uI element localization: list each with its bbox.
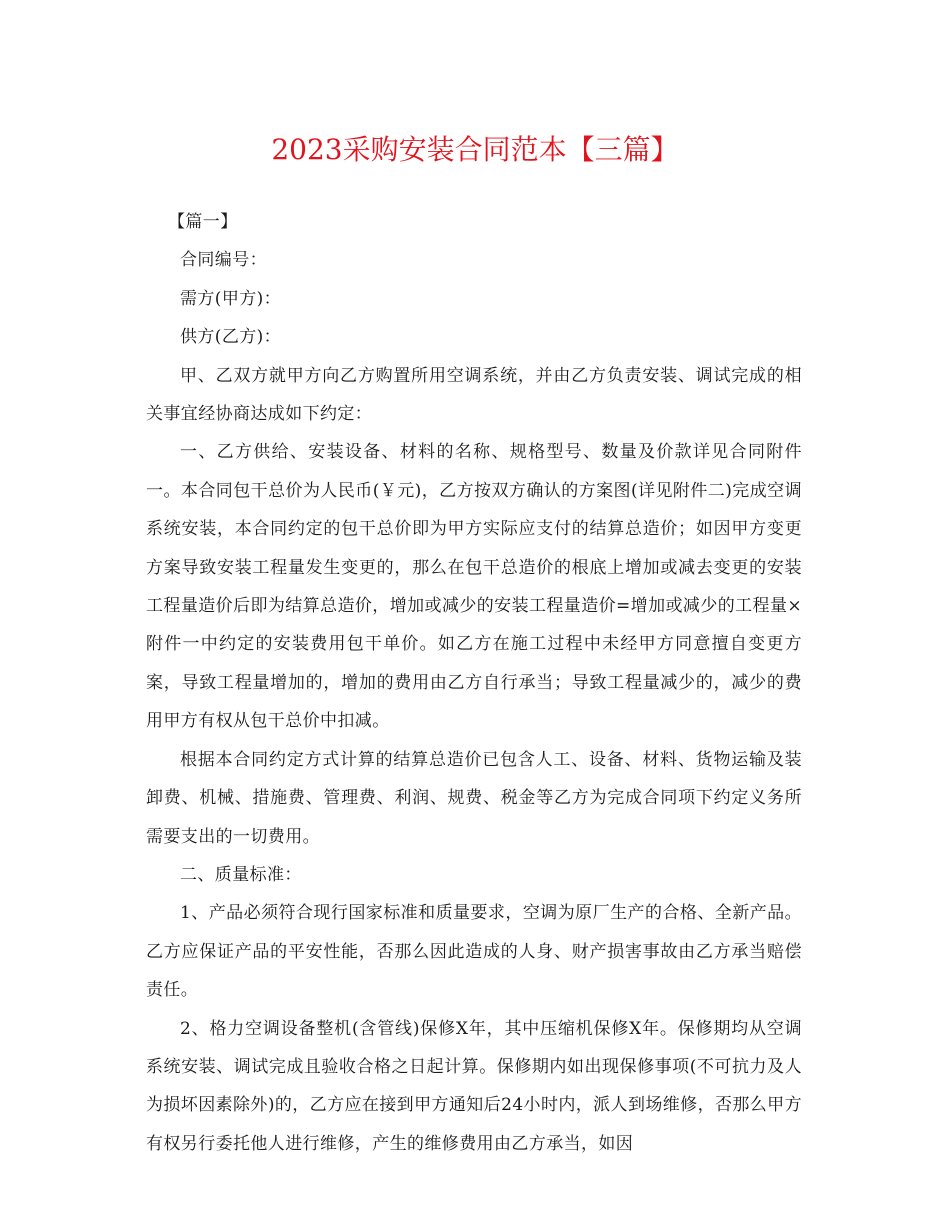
- contract-number-field: 合同编号：: [180, 250, 267, 271]
- document-body: [146, 203, 802, 1163]
- paragraph-quality-1: 1、产品必须符合现行国家标准和质量要求，空调为原厂生产的合格、全新产品。乙方应保证产品的平安性能，否那么因此造成的人身、财产损害事故由乙方承当赔偿责任。: [146, 903, 802, 1001]
- paragraph-clause-1: 一、乙方供给、安装设备、材料的名称、规格型号、数量及价款详见合同附件一。本合同包干总价为人民币(￥元)，乙方按双方确认的方案图(详见附件二)完成空调系统安装，本合同约定的包干总价即为甲方实际应支付的结算总造价；如因甲方变更方案导致安装工程量发生变更的，那么在包干总造价的根底上增加或减去变更的安装工程量造价后即为结算总造价，增加或减少的安装工程量造价=增加或减少的工程量×附件一中约定的安装费用包干单价。如乙方在施工过程中未经甲方同意擅自变更方案，导致工程量增加的，增加的费用由乙方自行承当；导致工程量减少的，减少的费用甲方有权从包干总价中扣减。: [146, 442, 802, 732]
- document-title: 2023采购安装合同范本【三篇】: [271, 133, 679, 166]
- party-a-field: 需方(甲方)：: [180, 288, 282, 309]
- paragraph-intro: 甲、乙双方就甲方向乙方购置所用空调系统，并由乙方负责安装、调试完成的相关事宜经协商达成如下约定：: [146, 365, 802, 425]
- party-b-field: 供方(乙方)：: [180, 327, 282, 348]
- paragraph-settlement: 根据本合同约定方式计算的结算总造价已包含人工、设备、材料、货物运输及装卸费、机械、措施费、管理费、利润、规费、税金等乙方为完成合同项下约定义务所需要支出的一切费用。: [146, 749, 802, 847]
- paragraph-clause-2-heading: 二、质量标准：: [180, 864, 302, 885]
- section-heading: 【篇一】: [168, 212, 238, 232]
- paragraph-quality-2: 2、格力空调设备整机(含管线)保修X年，其中压缩机保修X年。保修期均从空调系统安装、调试完成且验收合格之日起计算。保修期内如出现保修事项(不可抗力及人为损坏因素除外)的，乙方应在接到甲方通知后24小时内，派人到场维修，否那么甲方有权另行委托他人进行维修，产生的维修费用由乙方承当，如因: [146, 1018, 802, 1154]
